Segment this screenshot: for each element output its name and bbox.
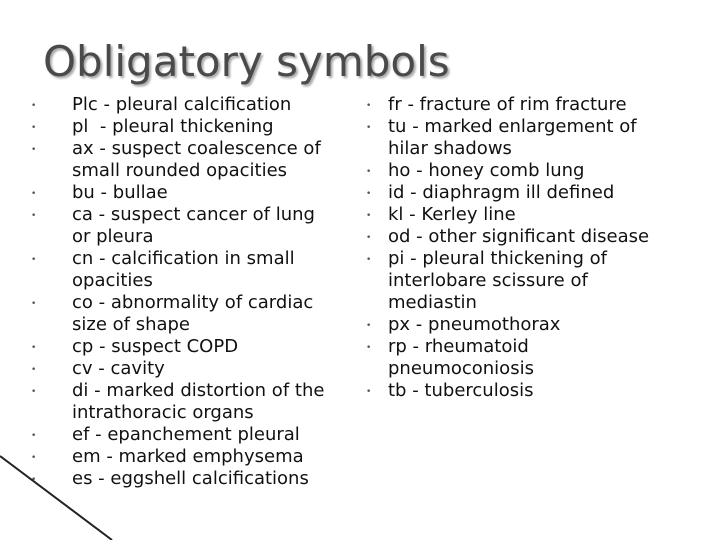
list-item: • di - marked distortion of the intrathoracic organs bbox=[31, 380, 366, 424]
list-item: • bu - bullae bbox=[31, 182, 366, 204]
list-item: • em - marked emphysema bbox=[31, 446, 366, 468]
list-item: • cv - cavity bbox=[31, 358, 366, 380]
list-item: • pi - pleural thickening of interlobare scissure of mediastin bbox=[366, 248, 696, 314]
list-item: • pl - pleural thickening bbox=[31, 116, 366, 138]
list-item: • px - pneumothorax bbox=[366, 314, 696, 336]
list-item: • co - abnormality of cardiac size of shape bbox=[31, 292, 366, 336]
list-item: • id - diaphragm ill defined bbox=[366, 182, 696, 204]
list-item: • rp - rheumatoid pneumoconiosis bbox=[366, 336, 696, 380]
list-item: • kl - Kerley line bbox=[366, 204, 696, 226]
list-item: • od - other significant disease bbox=[366, 226, 696, 248]
list-item: • fr - fracture of rim fracture bbox=[366, 94, 696, 116]
list-item: • Plc - pleural calcification bbox=[31, 94, 366, 116]
list-item: • ca - suspect cancer of lung or pleura bbox=[31, 204, 366, 248]
list-item: • ef - epanchement pleural bbox=[31, 424, 366, 446]
list-item: • tb - tuberculosis bbox=[366, 380, 696, 402]
list-item: • cn - calcification in small opacities bbox=[31, 248, 366, 292]
list-item: • tu - marked enlargement of hilar shadows bbox=[366, 116, 696, 160]
list-item: • es - eggshell calcifications bbox=[31, 468, 366, 490]
list-item: • cp - suspect COPD bbox=[31, 336, 366, 358]
slide-title: Obligatory symbols bbox=[43, 37, 450, 86]
list-item: • ax - suspect coalescence of small rounded opacities bbox=[31, 138, 366, 182]
list-item: • ho - honey comb lung bbox=[366, 160, 696, 182]
